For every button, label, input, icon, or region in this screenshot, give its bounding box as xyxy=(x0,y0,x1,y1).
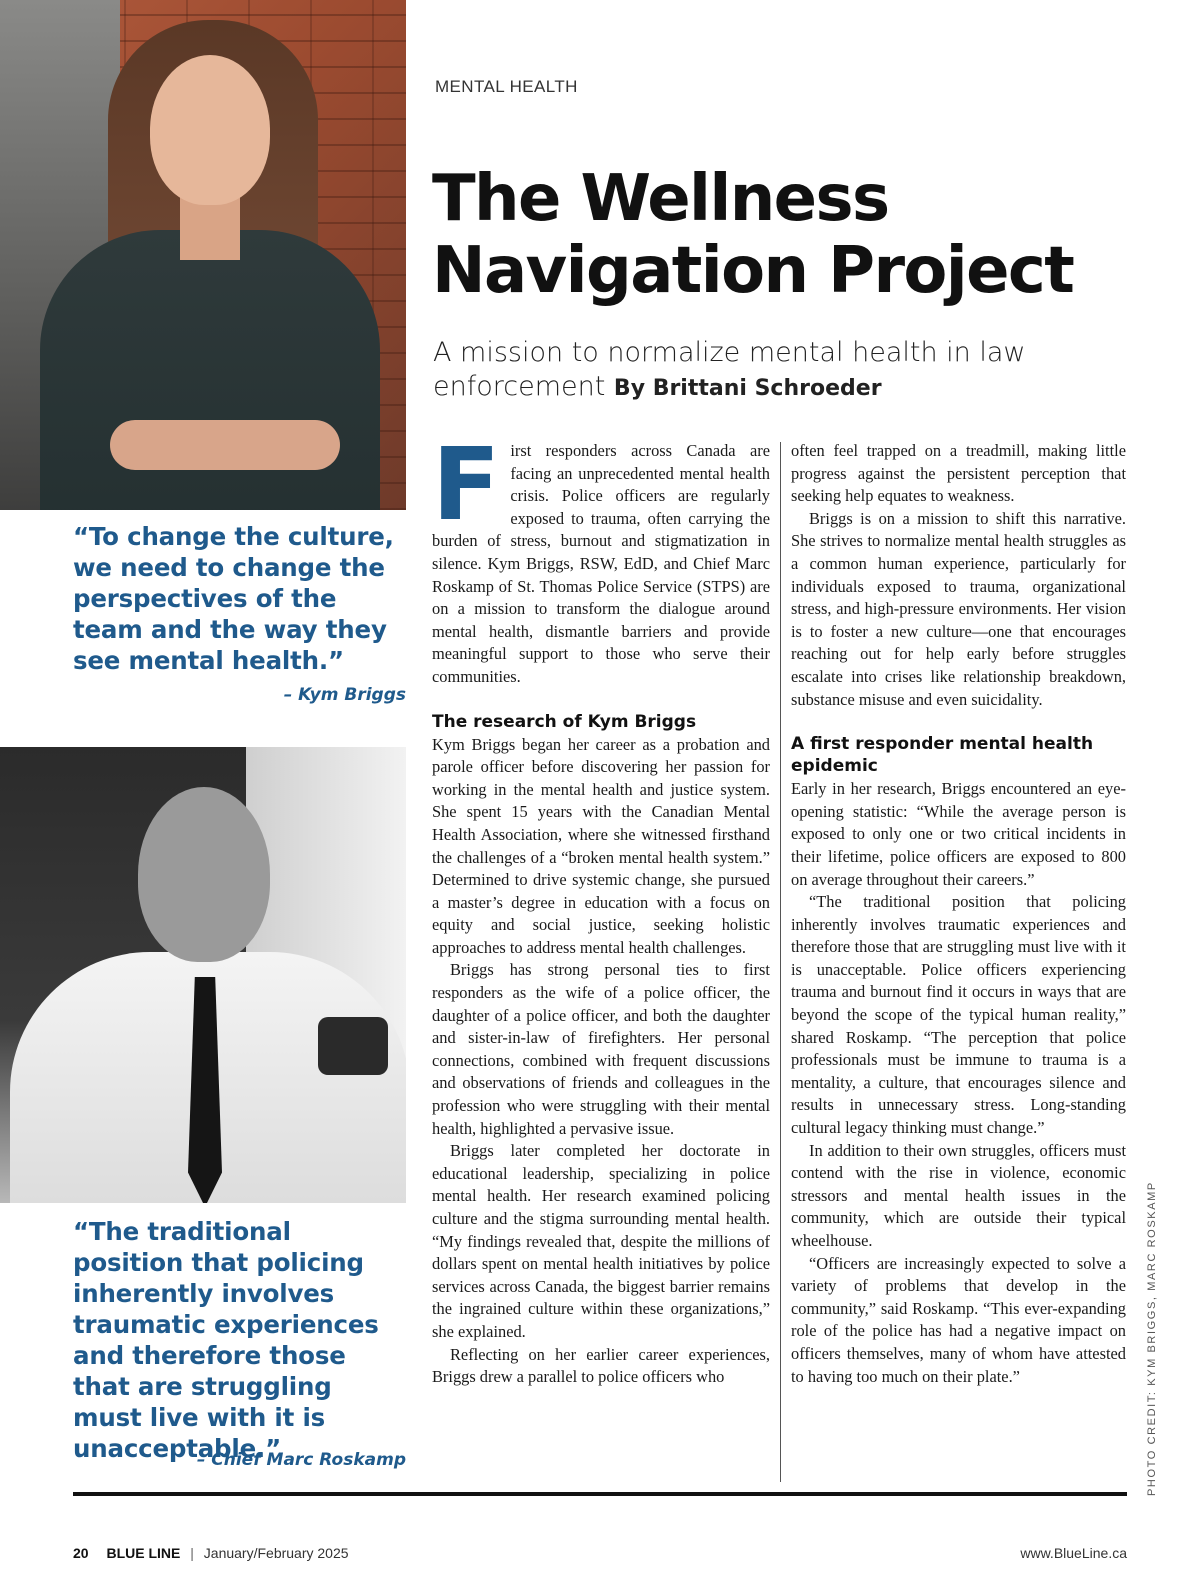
article-subtitle xyxy=(433,336,1153,406)
subtitle-text: A mission to normalize mental health in law enforcement xyxy=(433,337,1026,402)
photo-marc-roskamp xyxy=(0,747,406,1203)
website-link[interactable]: www.BlueLine.ca xyxy=(1020,1545,1127,1561)
drop-cap: F xyxy=(432,426,501,543)
body-paragraph: Briggs later completed her doctorate in educational leadership, specializing in police mental health. Her research examined policing culture and the stigma surrounding mental health. “My findings revealed that, despite the millions of dollars spent on mental health initiatives by police services across Canada, the biggest barrier remains the ingrained culture within these organizations,” she explained. xyxy=(432,1141,770,1341)
body-paragraph: Early in her research, Briggs encountered an eye-opening statistic: “While the average person is exposed to only one or two critical incidents in their lifetime, police officers are exposed to 800 on average throughout their careers.” xyxy=(791,779,1126,889)
page-number: 20 xyxy=(73,1545,89,1561)
magazine-name: BLUE LINE xyxy=(106,1545,181,1561)
subheading-research: The research of Kym Briggs xyxy=(432,711,697,732)
article-title: The Wellness Navigation Project xyxy=(432,162,1074,308)
intro-text: irst responders across Canada are facing an unprecedented mental health crisis. Police officers are regularly exposed to trauma, often carrying the burden of stress, burnout and stigmatization in silence. Kym Briggs, RSW, EdD, and Chief Marc Roskamp of St. Thomas Police Service (STPS) are on a mission to transform the dialogue around mental health, dismantle barriers and provide meaningful support to those who serve their communities. xyxy=(432,441,770,686)
subheading-epidemic: A first responder mental health epidemic xyxy=(791,734,1094,777)
pull-quote-briggs: “To change the culture, we need to change the perspectives of the team and the way they see mental health.” xyxy=(73,522,394,675)
body-paragraph: often feel trapped on a treadmill, making little progress against the persistent perception that seeking help equates to weakness. xyxy=(791,441,1126,506)
photo-kym-briggs xyxy=(0,0,406,510)
byline: By Brittani Schroeder xyxy=(613,376,882,401)
pull-quote-attribution-briggs: – Kym Briggs xyxy=(283,685,406,705)
intro-paragraph xyxy=(432,426,770,689)
body-column-right xyxy=(791,440,1126,1388)
page-footer xyxy=(73,1545,1127,1565)
photo-credit: PHOTO CREDIT: KYM BRIGGS, MARC ROSKAMP xyxy=(1146,1181,1158,1496)
body-paragraph: Briggs is on a mission to shift this narrative. She strives to normalize mental health struggles as a common human experience, particularly for individuals exposed to trauma, organizational stress, and high-pressure environments. Her vision is to foster a new culture—one that encourages reaching out for help early before struggles escalate into crises like relationship breakdown, substance misuse and even suicidality. xyxy=(791,508,1126,709)
footer-rule xyxy=(73,1492,1127,1496)
column-divider xyxy=(780,442,781,1482)
body-paragraph: Reflecting on her earlier career experiences, Briggs drew a parallel to police officers who xyxy=(432,1344,770,1387)
section-label: MENTAL HEALTH xyxy=(435,77,578,96)
pull-quote-attribution-roskamp: – Chief Marc Roskamp xyxy=(196,1450,406,1470)
body-paragraph: “The traditional position that policing inherently involves traumatic experiences and therefore those that are struggling must live with it is unacceptable. Police officers experiencing trauma and burnout find it occurs in ways that are beyond the scope of the typical human reality,” shared Roskamp. “The perception that police professionals must be immune to trauma is a mentality, a culture, that encourages silence and results in unnecessary stress. Long-standing cultural legacy thinking must change.” xyxy=(791,892,1126,1138)
footer-separator: | xyxy=(190,1545,194,1561)
body-paragraph: Briggs has strong personal ties to first responders as the wife of a police officer, the daughter of a police officer, and both the daughter and sister-in-law of firefighters. Her personal connections, combined with frequent discussions and observations of friends and colleagues in the profession who were struggling with their mental health, highlighted a pervasive issue. xyxy=(432,960,770,1138)
pull-quote-roskamp: “The traditional position that policing inherently involves traumatic experiences and therefore those that are struggling must live with it is unacceptable.” xyxy=(73,1217,379,1463)
body-column-left xyxy=(432,426,770,1389)
body-paragraph: Kym Briggs began her career as a probation and parole officer before discovering her passion for working in the mental health and justice system. She spent 15 years with the Canadian Mental Health Association, where she witnessed firsthand the challenges of a “broken mental health system.” Determined to drive systemic change, she pursued a master’s degree in education with a focus on equity and social justice, seeking holistic approaches to address mental health challenges. xyxy=(432,734,770,957)
issue-date: January/February 2025 xyxy=(203,1545,349,1561)
body-paragraph: In addition to their own struggles, officers must contend with the rise in violence, economic stressors and mental health issues in the community, which are outside their typical wheelhouse. xyxy=(791,1140,1126,1250)
body-paragraph: “Officers are increasingly expected to solve a variety of problems that develop in the community,” said Roskamp. “This ever-expanding role of the police has had a negative impact on officers themselves, many of whom have attested to having too much on their plate.” xyxy=(791,1253,1126,1386)
